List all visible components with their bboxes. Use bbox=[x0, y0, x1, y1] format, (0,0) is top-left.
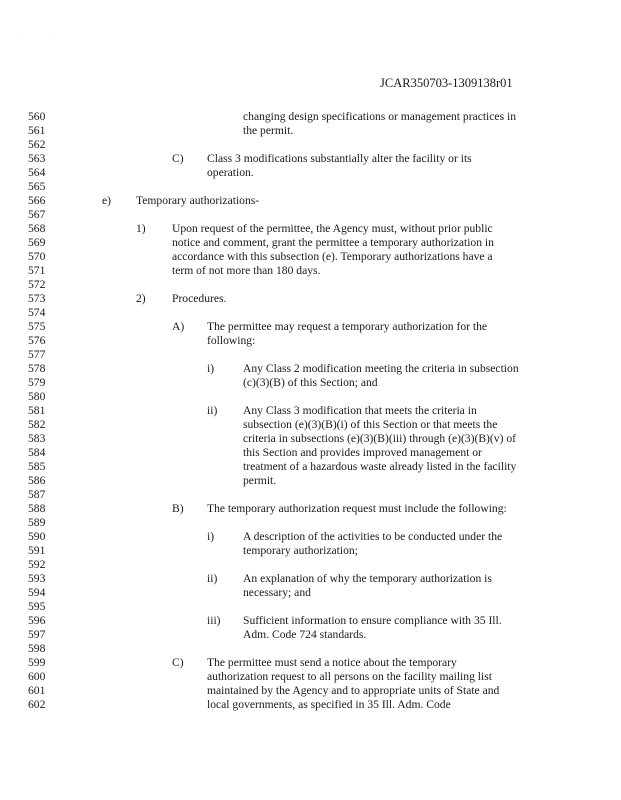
body-line: Adm. Code 724 standards. bbox=[243, 628, 367, 641]
line-number: 571 bbox=[28, 264, 46, 277]
body-line: maintained by the Agency and to appropriate units of State and bbox=[207, 684, 500, 697]
item-marker: C) bbox=[172, 152, 184, 165]
item-marker: A) bbox=[172, 320, 185, 333]
item-marker: i) bbox=[207, 362, 215, 375]
line-number: 563 bbox=[28, 152, 46, 165]
body-line: Sufficient information to ensure compliance with 35 Ill. bbox=[243, 614, 502, 627]
line-number: 582 bbox=[28, 418, 46, 431]
body-line: The temporary authorization request must include the following: bbox=[207, 502, 507, 515]
body-line: The permittee may request a temporary authorization for the bbox=[207, 320, 488, 333]
line-number: 579 bbox=[28, 376, 46, 389]
line-number: 585 bbox=[28, 460, 46, 473]
document-id: JCAR350703-1309138r01 bbox=[380, 76, 513, 90]
body-line: authorization request to all persons on the facility mailing list bbox=[207, 670, 492, 683]
body-line: The permittee must send a notice about the temporary bbox=[207, 656, 457, 669]
body-line: necessary; and bbox=[243, 586, 311, 599]
line-number: 561 bbox=[28, 124, 46, 137]
body-line: An explanation of why the temporary authorization is bbox=[243, 572, 492, 585]
body-line: the permit. bbox=[243, 124, 294, 137]
line-number: 576 bbox=[28, 334, 46, 347]
line-number: 566 bbox=[28, 194, 46, 207]
item-marker: 2) bbox=[136, 292, 146, 305]
body-line: notice and comment, grant the permittee a temporary authorization in bbox=[172, 236, 494, 249]
line-number: 601 bbox=[28, 684, 46, 697]
body-line: subsection (e)(3)(B)(i) of this Section or that meets the bbox=[243, 418, 498, 431]
body-line: Any Class 2 modification meeting the criteria in subsection bbox=[243, 362, 519, 375]
body-line: Any Class 3 modification that meets the criteria in bbox=[243, 404, 477, 417]
scan-marks: · · bbox=[22, 33, 70, 39]
body-line: (c)(3)(B) of this Section; and bbox=[243, 376, 378, 389]
line-number: 594 bbox=[28, 586, 46, 599]
line-number: 599 bbox=[28, 656, 46, 669]
line-number: 596 bbox=[28, 614, 46, 627]
body-line: this Section and provides improved management or bbox=[243, 446, 482, 459]
subsection-marker: e) bbox=[102, 194, 112, 207]
item-marker: iii) bbox=[207, 614, 221, 627]
line-number: 602 bbox=[28, 698, 46, 711]
line-number: 581 bbox=[28, 404, 46, 417]
line-number: 575 bbox=[28, 320, 46, 333]
body-line: changing design specifications or management practices in bbox=[243, 110, 517, 123]
line-number: 562 bbox=[28, 138, 46, 151]
item-marker: ii) bbox=[207, 572, 218, 585]
item-marker: B) bbox=[172, 502, 184, 515]
item-marker: i) bbox=[207, 530, 215, 543]
body-line: Upon request of the permittee, the Agency must, without prior public bbox=[172, 222, 493, 235]
body-line: operation. bbox=[207, 166, 254, 179]
line-number: 573 bbox=[28, 292, 46, 305]
line-number: 569 bbox=[28, 236, 46, 249]
line-number: 572 bbox=[28, 278, 46, 291]
line-number: 570 bbox=[28, 250, 46, 263]
body-line: permit. bbox=[243, 474, 277, 487]
line-number: 577 bbox=[28, 348, 46, 361]
line-number: 564 bbox=[28, 166, 46, 179]
line-number: 565 bbox=[28, 180, 46, 193]
body-line: treatment of a hazardous waste already listed in the facility bbox=[243, 460, 517, 473]
line-number: 597 bbox=[28, 628, 46, 641]
line-number: 589 bbox=[28, 516, 46, 529]
line-number: 592 bbox=[28, 558, 46, 571]
line-number: 593 bbox=[28, 572, 46, 585]
subsection-heading: Temporary authorizations- bbox=[136, 194, 260, 207]
line-number: 598 bbox=[28, 642, 46, 655]
line-number: 587 bbox=[28, 488, 46, 501]
body-line: following: bbox=[207, 334, 256, 347]
line-number: 578 bbox=[28, 362, 46, 375]
line-number: 600 bbox=[28, 670, 46, 683]
line-number: 588 bbox=[28, 502, 46, 515]
line-number: 583 bbox=[28, 432, 46, 445]
line-number: 595 bbox=[28, 600, 46, 613]
line-number: 590 bbox=[28, 530, 46, 543]
body-line: Procedures. bbox=[172, 292, 227, 305]
item-marker: ii) bbox=[207, 404, 218, 417]
body-line: criteria in subsections (e)(3)(B)(iii) through (e)(3)(B)(v) of bbox=[243, 432, 516, 445]
body-line: temporary authorization; bbox=[243, 544, 358, 557]
line-number: 591 bbox=[28, 544, 46, 557]
line-number: 586 bbox=[28, 474, 46, 487]
line-number: 584 bbox=[28, 446, 46, 459]
body-line: term of not more than 180 days. bbox=[172, 264, 321, 277]
body-line: A description of the activities to be conducted under the bbox=[243, 530, 503, 543]
body-line: Class 3 modifications substantially alter the facility or its bbox=[207, 152, 472, 165]
line-number: 574 bbox=[28, 306, 46, 319]
line-number: 580 bbox=[28, 390, 46, 403]
line-number: 560 bbox=[28, 110, 46, 123]
body-line: local governments, as specified in 35 Ill. Adm. Code bbox=[207, 698, 451, 711]
body-line: accordance with this subsection (e). Temporary authorizations have a bbox=[172, 250, 493, 263]
item-marker: C) bbox=[172, 656, 184, 669]
line-number: 567 bbox=[28, 208, 46, 221]
item-marker: 1) bbox=[136, 222, 146, 235]
line-number: 568 bbox=[28, 222, 46, 235]
